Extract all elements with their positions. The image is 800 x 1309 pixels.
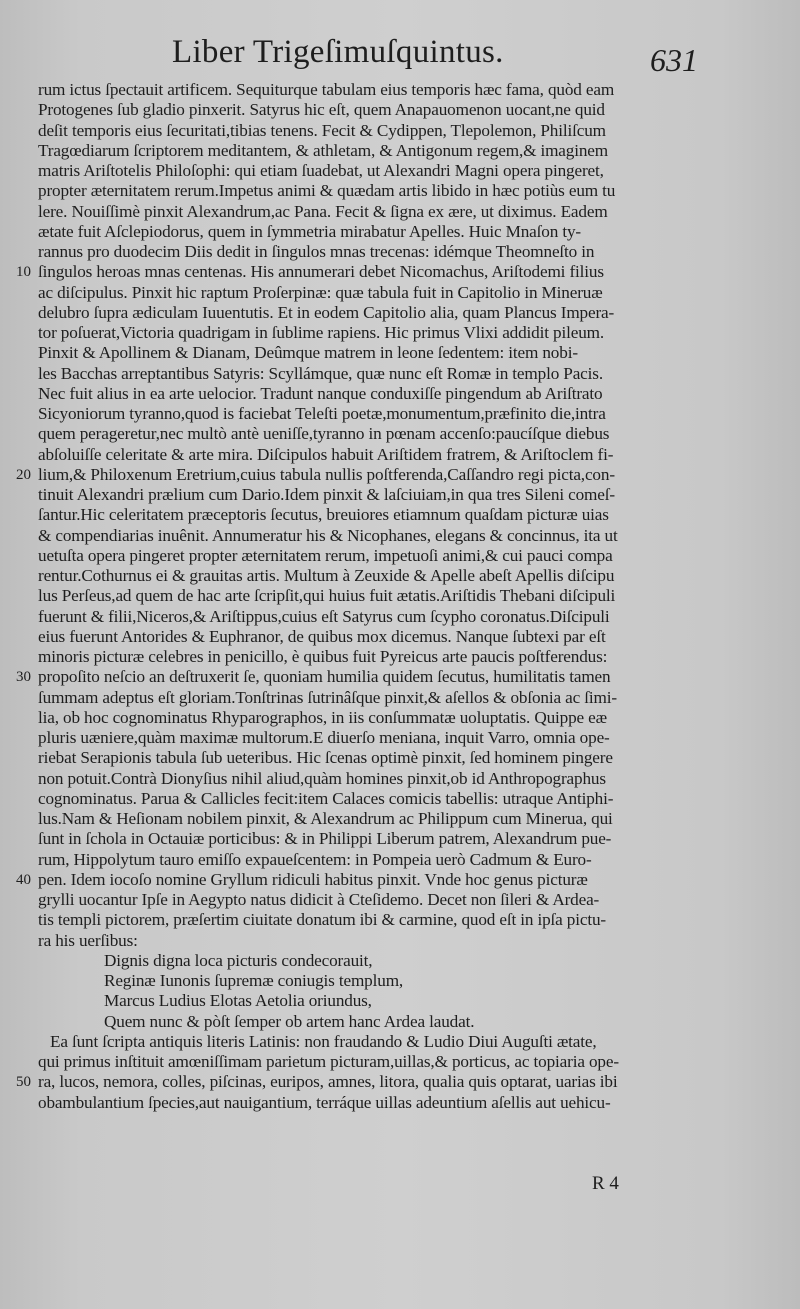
text-line: delubro ſupra ædiculam Iuuentutis. Et in eodem Capitolio alia, quam Plancus Impera- [38,302,615,322]
page-header [0,22,800,82]
text-line: ætate fuit Aſclepiodorus, quem in ſymmetria mirabatur Apelles. Huic Mnaſon ty- [38,221,581,241]
text-line: les Bacchas arreptantibus Satyris: Scyllámque, quæ nunc eſt Romæ in templo Pacis. [38,363,603,383]
text-line: rannus pro duodecim Diis dedit in ſingulos mnas trecenas: idémque Theomneſto in [38,242,595,261]
text-line: propoſito neſcio an deſtruxerit ſe, quoniam humilia quidem ſecutus, humilitatis tamen [38,667,611,687]
text-line: ſantur.Hic celeritatem præceptoris ſecutus, breuiores etiamnum quaſdam picturæ uias [38,505,609,525]
text-line: abſoluiſſe celeritate & arte mira. Diſcipulos habuit Ariſtidem fratrem, & Ariſtoclem fi- [38,444,614,464]
text-line: ſummam adeptus eſt gloriam.Tonſtrinas ſutrinâſque pinxit,& aſellos & obſonia ac ſimi- [38,687,617,707]
text-line: rum ictus ſpectauit artificem. Sequiturque tabulam eius temporis hæc fama, quòd eam [38,80,615,99]
text-line: grylli uocantur Ipſe in Aegypto natus didicit à Cteſidemo. Decet non ſileri & Ardea- [38,890,600,909]
running-title: Liber Trigeſimuſquintus. [172,34,504,70]
text-line: eius fuerunt Antorides & Euphranor, de quibus mox dicemus. Nanque ſubtexi par eſt [38,626,606,646]
text-line: fuerunt & filii,Niceros,& Ariſtippus,cuius eſt Satyrus cum ſcypho coronatus.Diſcipuli [38,606,610,626]
text-line: rum, Hippolytum tauro emiſſo expaueſcentem: in Pompeia uerò Cadmum & Euro- [38,849,592,869]
text-line: ſingulos heroas mnas centenas. His annumerari debet Nicomachus, Ariſtodemi filius [38,262,604,282]
margin-line-number: 40 [16,871,31,888]
text-line: Nec fuit alius in ea arte uelocior. Tradunt nanque conduxiſſe pingendum ab Ariſtrato [38,383,603,403]
text-line: quem perageretur,nec multò antè ueniſſe,tyranno in pœnam accenſo:paucíſque diebus [38,424,610,444]
text-line: deſit temporis eius ſecuritati,tibias tenens. Fecit & Cydippen, Tlepolemon, Philiſcum [38,120,606,140]
text-line: tinuit Alexandri prælium cum Dario.Idem pinxit & laſciuiam,in qua tres Sileni comeſ- [38,485,615,504]
text-line: ſunt in ſchola in Octauiæ porticibus: & in Philippi Liberum patrem, Alexandrum pue- [38,829,612,849]
text-line: lus Perſeus,ad quem de hac arte ſcripſit,qui huius fuit ætatis.Ariſtidis Thebani diſcipuli [38,586,616,606]
text-line: pen. Idem iocoſo nomine Gryllum ridiculi habitus pinxit. Vnde hoc genus picturæ [38,869,588,889]
page-number: 631 [650,42,698,78]
text-line: Ea ſunt ſcripta antiquis literis Latinis: non fraudando & Ludio Diui Auguſti ætate, [50,1031,597,1051]
text-line: non potuit.Contrà Dionyſius nihil aliud,quàm homines pinxit,ob id Anthropographus [38,768,606,788]
text-line: pluris uæniere,quàm maximæ multorum.E diuerſo meniana, inquit Varro, omnia ope- [38,728,610,747]
text-line: lus.Nam & Heſionam nobilem pinxit, & Alexandrum ac Philippum cum Minerua, qui [38,809,613,828]
text-line: qui primus inſtituit amœniſſimam parietum picturam,uillas,& porticus, ac topiaria ope- [38,1052,619,1071]
text-line: Tragœdiarum ſcriptorem meditantem, & athletam, & Antigonum regem,& imaginem [38,140,608,160]
text-line: Sicyoniorum tyranno,quod is faciebat Teleſti poetæ,monumentum,præfinito die,intra [38,404,606,423]
verse-line: Dignis digna loca picturis condecorauit, [104,950,373,970]
text-line: Pinxit & Apollinem & Dianam, Deûmque matrem in leone ſedentem: item nobi- [38,343,578,363]
text-line: ra, lucos, nemora, colles, piſcinas, euripos, amnes, litora, qualia quis optarat, uarias ibi [38,1072,618,1092]
text-line: uetuſta opera pingeret propter æternitatem rerum, impetuoſi animi,& cui pauci compa [38,545,613,565]
text-line: ra his uerſibus: [38,930,138,950]
text-line: tor poſuerat,Victoria quadrigam in ſublime rapiens. Hic primus Vlixi addidit pileum. [38,323,605,342]
text-line: minoris picturæ celebres in penicillo, è quibus fuit Pyreicus arte paucis poſtferendus: [38,647,608,666]
text-line: lium,& Philoxenum Eretrium,cuius tabula nullis poſtferenda,Caſſandro regi picta,con- [38,464,615,484]
text-line: propter æternitatem rerum.Impetus animi & quædam artis libido in hæc potiùs eum tu [38,181,616,201]
text-line: tis templi pictorem, præſertim ciuitate donatum ibi & carmine, quod eſt in ipſa pictu- [38,910,607,930]
text-line: ac diſcipulus. Pinxit hic raptum Proſerpinæ: quæ tabula fuit in Capitolio in Mineruæ [38,282,603,302]
text-line: matris Ariſtotelis Philoſophi: qui etiam ſuadebat, ut Alexandri Magni opera pingeret, [38,161,604,180]
text-line: & compendiarias inuênit. Annumeratur his & Nicophanes, elegans & concinnus, ita ut [38,525,618,545]
margin-line-number: 20 [16,466,31,483]
margin-line-number: 30 [16,669,31,686]
verse-line: Quem nunc & pòſt ſemper ob artem hanc Ardea laudat. [104,1011,475,1031]
text-line: rentur.Cothurnus ei & grauitas artis. Multum à Zeuxide & Apelle abeſt Apellis diſcipu [38,566,615,585]
signature-mark: R 4 [592,1173,619,1194]
text-line: cognominatus. Parua & Callicles fecit:item Calaces comicis tabellis: utraque Antiphi- [38,788,614,808]
main-text-block [38,80,698,1113]
margin-line-number: 50 [16,1074,31,1091]
verse-line: Reginæ Iunonis ſupremæ coniugis templum, [104,971,404,990]
text-line: lere. Nouiſſimè pinxit Alexandrum,ac Pana. Fecit & ſigna ex ære, ut diximus. Eadem [38,201,608,221]
text-line: lia, ob hoc cognominatus Rhyparographos, in iis conſummatæ uoluptatis. Quippe eæ [38,707,607,727]
text-line: obambulantium ſpecies,aut nauigantium, terráque uillas adeuntium aſellis aut uehicu- [38,1092,611,1112]
verse-line: Marcus Ludius Elotas Aetolia oriundus, [104,991,372,1011]
margin-line-number: 10 [16,264,31,281]
text-line: riebat Serapionis tabula ſub ueteribus. Hic ſcenas optimè pinxit, ſed hominem pingere [38,748,613,768]
text-line: Protogenes ſub gladio pinxerit. Satyrus hic eſt, quem Anapauomenon uocant,ne quid [38,100,605,120]
